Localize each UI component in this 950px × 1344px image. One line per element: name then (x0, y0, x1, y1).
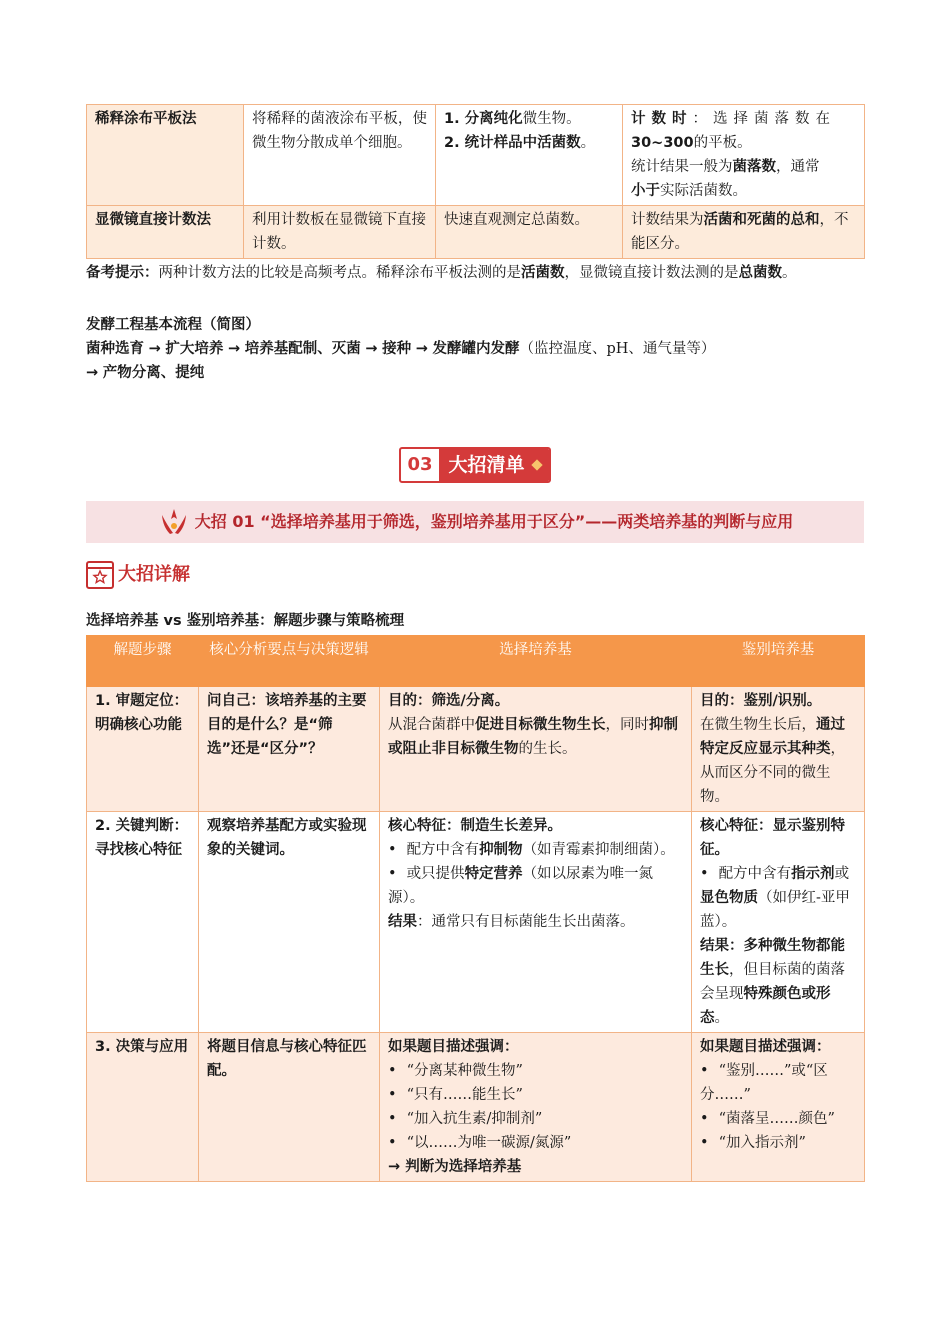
table-row (87, 812, 865, 1033)
detail-heading (86, 557, 864, 593)
step-cell: 2. 关键判断：寻找核心特征 (87, 812, 199, 1033)
diamond-icon (531, 459, 542, 470)
table-row (87, 1033, 865, 1182)
method-cell: 稀释涂布平板法 (87, 105, 244, 206)
list-item: • “以……为唯一碳源/氮源” (388, 1131, 683, 1155)
exam-tip: 备考提示：两种计数方法的比较是高频考点。稀释涂布平板法测的是活菌数，显微镜直接计数法测的是总菌数。 (86, 265, 797, 281)
column-header: 核心分析要点与决策逻辑 (199, 636, 380, 687)
counting-methods-table (86, 104, 865, 259)
table-row (87, 687, 865, 812)
differential-cell: 如果题目描述强调： • “鉴别……”或“区分……” • “菌落呈……颜色” • “加入指示剂” (692, 1033, 865, 1182)
flame-emblem-icon (157, 507, 191, 537)
table-row (87, 105, 865, 206)
section-number: 03 (407, 454, 433, 475)
note-cell: 计数时：选择菌落数在 30~300的平板。 统计结果一般为菌落数，通常 小于实际活菌数。 (623, 105, 865, 206)
section-banner (86, 447, 864, 487)
note-cell: 计数结果为活菌和死菌的总和，不能区分。 (623, 206, 865, 259)
flow-title: 发酵工程基本流程（简图） (86, 317, 260, 333)
column-header: 选择培养基 (380, 636, 692, 687)
use-cell: 快速直观测定总菌数。 (436, 206, 623, 259)
table-header-row (87, 636, 865, 687)
star-box-icon (86, 561, 114, 589)
differential-cell: 目的：鉴别/识别。 在微生物生长后，通过特定反应显示其种类，从而区分不同的微生物。 (692, 687, 865, 812)
core-cell: 将题目信息与核心特征匹配。 (199, 1033, 380, 1182)
section-label: 大招清单 (448, 454, 525, 476)
selective-cell: 目的：筛选/分离。 从混合菌群中促进目标微生物生长，同时抑制或阻止非目标微生物的生长。 (380, 687, 692, 812)
step-cell: 1. 审题定位：明确核心功能 (87, 687, 199, 812)
principle-cell: 将稀释的菌液涂布平板，使微生物分散成单个细胞。 (244, 105, 436, 206)
selective-cell: 如果题目描述强调： • “分离某种微生物” • “只有……能生长” • “加入抗生素/抑制剂” • “以……为唯一碳源/氮源” → 判断为选择培养基 (380, 1033, 692, 1182)
page (86, 104, 864, 1182)
list-item: • “鉴别……”或“区分……” (700, 1059, 856, 1107)
table-row (87, 206, 865, 259)
step-cell: 3. 决策与应用 (87, 1033, 199, 1182)
core-cell: 观察培养基配方或实验现象的关键词。 (199, 812, 380, 1033)
table-subtitle: 选择培养基 vs 鉴别培养基：解题步骤与策略梳理 (86, 613, 405, 629)
core-cell: 问自己：该培养基的主要目的是什么？是“筛选”还是“区分”？ (199, 687, 380, 812)
column-header: 鉴别培养基 (692, 636, 865, 687)
list-item: • “加入抗生素/抑制剂” (388, 1107, 683, 1131)
principle-cell: 利用计数板在显微镜下直接计数。 (244, 206, 436, 259)
method-cell: 显微镜直接计数法 (87, 206, 244, 259)
detail-label: 大招详解 (118, 564, 190, 585)
list-item: • “只有……能生长” (388, 1083, 683, 1107)
list-item: • “分离某种微生物” (388, 1059, 683, 1083)
medium-strategy-table (86, 635, 865, 1182)
use-cell: 1. 分离纯化微生物。 2. 统计样品中活菌数。 (436, 105, 623, 206)
trick-title: 大招 01 “选择培养基用于筛选，鉴别培养基用于区分”——两类培养基的判断与应用 (194, 512, 794, 531)
column-header: 解题步骤 (87, 636, 199, 687)
differential-cell: 核心特征：显示鉴别特征。 • 配方中含有指示剂或显色物质（如伊红-亚甲蓝）。 结果：多种微生物都能生长，但目标菌的菌落会呈现特殊颜色或形态。 (692, 812, 865, 1033)
list-item: • “加入指示剂” (700, 1131, 856, 1155)
trick-title-bar (86, 501, 864, 543)
flow-steps: 菌种选育 → 扩大培养 → 培养基配制、灭菌 → 接种 → 发酵罐内发酵（监控温度、pH、通气量等） → 产物分离、提纯 (86, 341, 716, 381)
selective-cell: 核心特征：制造生长差异。 • 配方中含有抑制物（如青霉素抑制细菌）。 • 或只提供特定营养（如以尿素为唯一氮源）。 结果：通常只有目标菌能生长出菌落。 (380, 812, 692, 1033)
list-item: • “菌落呈……颜色” (700, 1107, 856, 1131)
